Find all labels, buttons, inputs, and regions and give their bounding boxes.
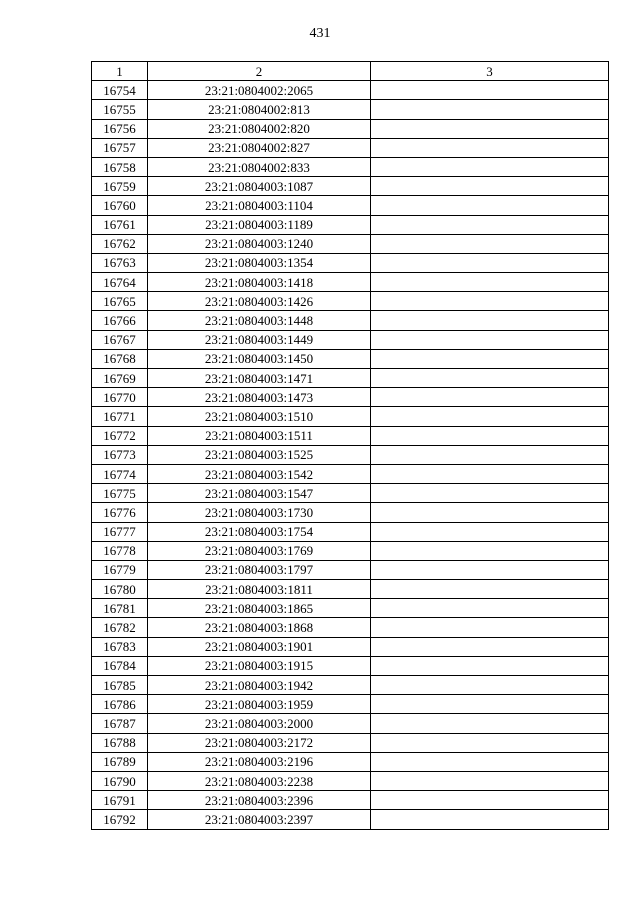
table-row <box>92 311 609 330</box>
cadastral-number-cell: 23:21:0804003:2396 <box>148 791 371 810</box>
row-number-cell: 16770 <box>92 388 148 407</box>
note-cell <box>371 522 609 541</box>
table-row <box>92 618 609 637</box>
cadastral-number-cell: 23:21:0804002:813 <box>148 100 371 119</box>
row-number-cell: 16766 <box>92 311 148 330</box>
cadastral-number-cell: 23:21:0804003:1510 <box>148 407 371 426</box>
row-number-cell: 16755 <box>92 100 148 119</box>
table-row <box>92 752 609 771</box>
table-row <box>92 503 609 522</box>
column-header-3: 3 <box>371 62 609 81</box>
row-number-cell: 16792 <box>92 810 148 829</box>
table-row <box>92 541 609 560</box>
table-row <box>92 157 609 176</box>
note-cell <box>371 541 609 560</box>
note-cell <box>371 560 609 579</box>
cadastral-number-cell: 23:21:0804003:1730 <box>148 503 371 522</box>
table-row <box>92 81 609 100</box>
note-cell <box>371 752 609 771</box>
note-cell <box>371 484 609 503</box>
cadastral-number-cell: 23:21:0804003:1448 <box>148 311 371 330</box>
cadastral-number-cell: 23:21:0804003:1811 <box>148 580 371 599</box>
row-number-cell: 16788 <box>92 733 148 752</box>
table-row <box>92 388 609 407</box>
note-cell <box>371 292 609 311</box>
table-row <box>92 215 609 234</box>
table-row <box>92 369 609 388</box>
note-cell <box>371 330 609 349</box>
note-cell <box>371 714 609 733</box>
row-number-cell: 16757 <box>92 138 148 157</box>
row-number-cell: 16771 <box>92 407 148 426</box>
row-number-cell: 16777 <box>92 522 148 541</box>
table-row <box>92 273 609 292</box>
row-number-cell: 16772 <box>92 426 148 445</box>
cadastral-number-cell: 23:21:0804003:1915 <box>148 656 371 675</box>
table-row <box>92 484 609 503</box>
note-cell <box>371 234 609 253</box>
note-cell <box>371 791 609 810</box>
note-cell <box>371 407 609 426</box>
cadastral-number-cell: 23:21:0804003:1354 <box>148 253 371 272</box>
cadastral-number-cell: 23:21:0804002:2065 <box>148 81 371 100</box>
table-row <box>92 676 609 695</box>
table-row <box>92 426 609 445</box>
note-cell <box>371 311 609 330</box>
note-cell <box>371 656 609 675</box>
table-row <box>92 733 609 752</box>
note-cell <box>371 733 609 752</box>
table-row <box>92 330 609 349</box>
row-number-cell: 16754 <box>92 81 148 100</box>
cadastral-number-cell: 23:21:0804003:1426 <box>148 292 371 311</box>
row-number-cell: 16783 <box>92 637 148 656</box>
row-number-cell: 16761 <box>92 215 148 234</box>
row-number-cell: 16776 <box>92 503 148 522</box>
column-header-1: 1 <box>92 62 148 81</box>
note-cell <box>371 599 609 618</box>
cadastral-number-cell: 23:21:0804003:2238 <box>148 771 371 790</box>
table-row <box>92 695 609 714</box>
registry-table <box>91 61 609 830</box>
cadastral-number-cell: 23:21:0804003:1959 <box>148 695 371 714</box>
note-cell <box>371 676 609 695</box>
row-number-cell: 16779 <box>92 560 148 579</box>
row-number-cell: 16785 <box>92 676 148 695</box>
note-cell <box>371 503 609 522</box>
table-row <box>92 791 609 810</box>
row-number-cell: 16784 <box>92 656 148 675</box>
row-number-cell: 16774 <box>92 464 148 483</box>
cadastral-number-cell: 23:21:0804003:1769 <box>148 541 371 560</box>
table-row <box>92 656 609 675</box>
table-row <box>92 292 609 311</box>
table-row <box>92 560 609 579</box>
note-cell <box>371 119 609 138</box>
cadastral-number-cell: 23:21:0804003:1418 <box>148 273 371 292</box>
row-number-cell: 16790 <box>92 771 148 790</box>
note-cell <box>371 771 609 790</box>
cadastral-number-cell: 23:21:0804003:1525 <box>148 445 371 464</box>
note-cell <box>371 580 609 599</box>
row-number-cell: 16756 <box>92 119 148 138</box>
table-row <box>92 119 609 138</box>
note-cell <box>371 138 609 157</box>
table-row <box>92 407 609 426</box>
note-cell <box>371 464 609 483</box>
table-body <box>92 81 609 829</box>
row-number-cell: 16759 <box>92 177 148 196</box>
note-cell <box>371 637 609 656</box>
note-cell <box>371 695 609 714</box>
table-row <box>92 810 609 829</box>
cadastral-number-cell: 23:21:0804003:1471 <box>148 369 371 388</box>
table-row <box>92 445 609 464</box>
note-cell <box>371 445 609 464</box>
cadastral-number-cell: 23:21:0804003:1754 <box>148 522 371 541</box>
page-number: 431 <box>309 26 331 41</box>
row-number-cell: 16789 <box>92 752 148 771</box>
table-row <box>92 234 609 253</box>
cadastral-number-cell: 23:21:0804002:827 <box>148 138 371 157</box>
note-cell <box>371 196 609 215</box>
table-row <box>92 714 609 733</box>
cadastral-number-cell: 23:21:0804003:2172 <box>148 733 371 752</box>
cadastral-number-cell: 23:21:0804003:1868 <box>148 618 371 637</box>
cadastral-number-cell: 23:21:0804003:1942 <box>148 676 371 695</box>
note-cell <box>371 810 609 829</box>
note-cell <box>371 388 609 407</box>
cadastral-number-cell: 23:21:0804003:1865 <box>148 599 371 618</box>
table-row <box>92 599 609 618</box>
row-number-cell: 16769 <box>92 369 148 388</box>
cadastral-number-cell: 23:21:0804003:1087 <box>148 177 371 196</box>
note-cell <box>371 349 609 368</box>
row-number-cell: 16768 <box>92 349 148 368</box>
note-cell <box>371 177 609 196</box>
table-row <box>92 138 609 157</box>
row-number-cell: 16773 <box>92 445 148 464</box>
cadastral-number-cell: 23:21:0804003:1104 <box>148 196 371 215</box>
table-row <box>92 196 609 215</box>
row-number-cell: 16787 <box>92 714 148 733</box>
cadastral-number-cell: 23:21:0804003:2397 <box>148 810 371 829</box>
cadastral-number-cell: 23:21:0804002:820 <box>148 119 371 138</box>
table-row <box>92 177 609 196</box>
cadastral-number-cell: 23:21:0804003:1240 <box>148 234 371 253</box>
cadastral-number-cell: 23:21:0804003:1797 <box>148 560 371 579</box>
table-row <box>92 349 609 368</box>
table-row <box>92 771 609 790</box>
cadastral-number-cell: 23:21:0804003:1542 <box>148 464 371 483</box>
row-number-cell: 16791 <box>92 791 148 810</box>
cadastral-number-cell: 23:21:0804003:2196 <box>148 752 371 771</box>
note-cell <box>371 253 609 272</box>
table-row <box>92 522 609 541</box>
row-number-cell: 16780 <box>92 580 148 599</box>
cadastral-number-cell: 23:21:0804003:1450 <box>148 349 371 368</box>
cadastral-number-cell: 23:21:0804003:1511 <box>148 426 371 445</box>
cadastral-number-cell: 23:21:0804003:1547 <box>148 484 371 503</box>
note-cell <box>371 157 609 176</box>
cadastral-number-cell: 23:21:0804003:2000 <box>148 714 371 733</box>
table-row <box>92 580 609 599</box>
cadastral-number-cell: 23:21:0804003:1473 <box>148 388 371 407</box>
note-cell <box>371 100 609 119</box>
cadastral-number-cell: 23:21:0804002:833 <box>148 157 371 176</box>
row-number-cell: 16767 <box>92 330 148 349</box>
table-row <box>92 464 609 483</box>
table-header <box>92 62 609 81</box>
row-number-cell: 16760 <box>92 196 148 215</box>
row-number-cell: 16775 <box>92 484 148 503</box>
note-cell <box>371 215 609 234</box>
column-header-2: 2 <box>148 62 371 81</box>
note-cell <box>371 426 609 445</box>
header-row <box>92 62 609 81</box>
note-cell <box>371 369 609 388</box>
row-number-cell: 16782 <box>92 618 148 637</box>
row-number-cell: 16765 <box>92 292 148 311</box>
table-row <box>92 100 609 119</box>
table-row <box>92 637 609 656</box>
note-cell <box>371 81 609 100</box>
row-number-cell: 16758 <box>92 157 148 176</box>
table-row <box>92 253 609 272</box>
note-cell <box>371 273 609 292</box>
cadastral-number-cell: 23:21:0804003:1189 <box>148 215 371 234</box>
row-number-cell: 16778 <box>92 541 148 560</box>
row-number-cell: 16762 <box>92 234 148 253</box>
cadastral-number-cell: 23:21:0804003:1901 <box>148 637 371 656</box>
row-number-cell: 16786 <box>92 695 148 714</box>
cadastral-number-cell: 23:21:0804003:1449 <box>148 330 371 349</box>
row-number-cell: 16781 <box>92 599 148 618</box>
note-cell <box>371 618 609 637</box>
row-number-cell: 16764 <box>92 273 148 292</box>
row-number-cell: 16763 <box>92 253 148 272</box>
